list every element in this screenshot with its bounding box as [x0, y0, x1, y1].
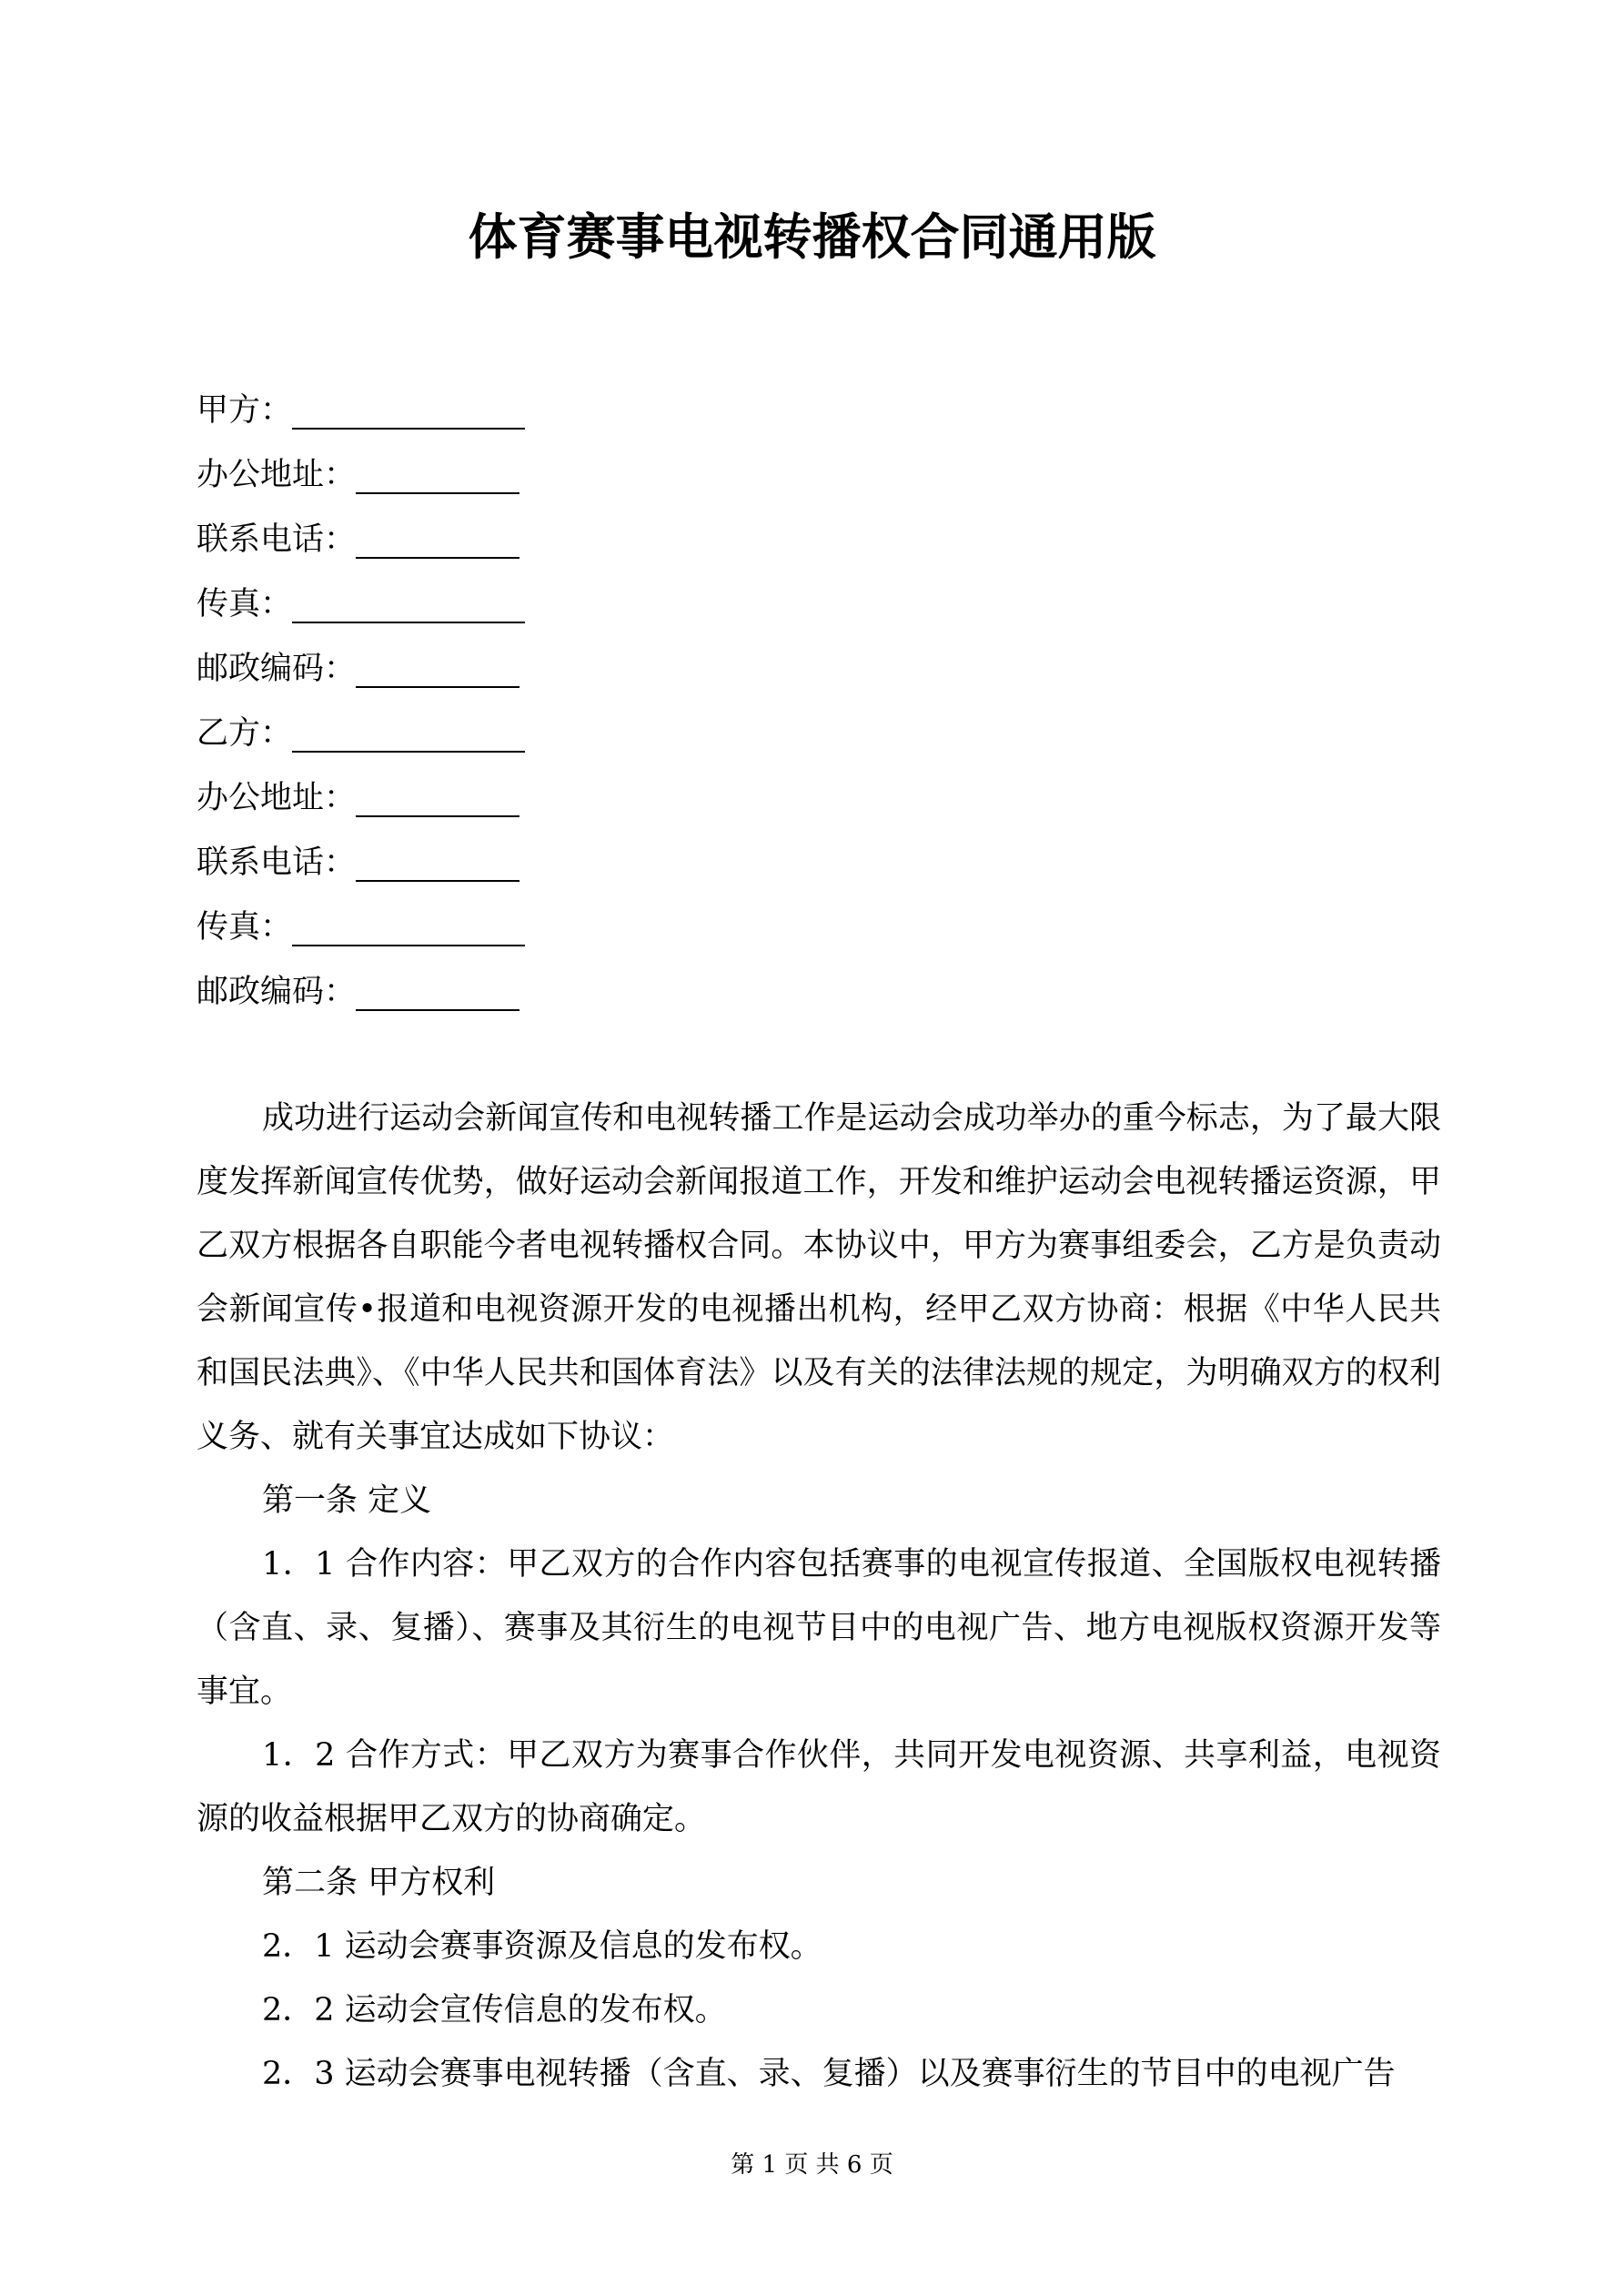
- clause-1-1: 1．1 合作内容：甲乙双方的合作内容包括赛事的电视宣传报道、全国版权电视转播（含直、录、复播）、赛事及其衍生的电视节目中的电视广告、地方电视版权资源开发等事宜。: [197, 1546, 1441, 1710]
- blank-line[interactable]: [356, 975, 519, 1011]
- field-office-address-a: [197, 443, 525, 508]
- field-label: 邮政编码：: [197, 651, 357, 687]
- field-postcode-b: [197, 960, 525, 1025]
- field-label: 联系电话：: [197, 521, 357, 558]
- blank-line[interactable]: [292, 910, 525, 946]
- clause-2-3: 2．3 运动会赛事电视转播（含直、录、复播）以及赛事衍生的节目中的电视广告: [262, 2056, 1396, 2092]
- field-fax-b: [197, 895, 525, 960]
- article-1-heading: 第一条 定义: [262, 1482, 432, 1519]
- clause-1-2: 1．2 合作方式：甲乙双方为赛事合作伙伴，共同开发电视资源、共享利益，电视资源的收益根据甲乙双方的协商确定。: [197, 1737, 1441, 1837]
- field-office-address-b: [197, 766, 525, 831]
- blank-line[interactable]: [356, 522, 519, 559]
- blank-line[interactable]: [356, 652, 519, 688]
- blank-line[interactable]: [356, 845, 519, 882]
- contract-body: [197, 1087, 1441, 2106]
- party-info-fields: [197, 379, 525, 1025]
- blank-line[interactable]: [292, 393, 525, 430]
- field-label: 办公地址：: [197, 780, 357, 816]
- clause-2-2: 2．2 运动会宣传信息的发布权。: [262, 1992, 727, 2028]
- field-phone-b: [197, 831, 525, 895]
- field-label: 办公地址：: [197, 457, 357, 493]
- field-label: 甲方：: [197, 392, 293, 429]
- page-footer: 第 1 页 共 6 页: [731, 2151, 893, 2179]
- blank-line[interactable]: [292, 587, 525, 623]
- field-label: 传真：: [197, 586, 293, 622]
- blank-line[interactable]: [356, 458, 519, 494]
- preamble-paragraph: 成功进行运动会新闻宣传和电视转播工作是运动会成功举办的重今标志，为了最大限度发挥新闻宣传优势，做好运动会新闻报道工作，开发和维护运动会电视转播运资源，甲乙双方根据各自职能今者电视转播权合同。本协议中，甲方为赛事组委会，乙方是负责动会新闻宣传•报道和电视资源开发的电视播出机构，经甲乙双方协商：根据《中华人民共和国民法典》、《中华人民共和国体育法》以及有关的法律法规的规定，为明确双方的权利义务、就有关事宜达成如下协议：: [197, 1100, 1441, 1455]
- article-2-heading: 第二条 甲方权利: [262, 1865, 496, 1901]
- field-party-a: [197, 379, 525, 443]
- field-fax-a: [197, 572, 525, 637]
- field-phone-a: [197, 508, 525, 572]
- clause-2-1: 2．1 运动会赛事资源及信息的发布权。: [262, 1928, 822, 1965]
- blank-line[interactable]: [292, 716, 525, 753]
- field-label: 邮政编码：: [197, 974, 357, 1010]
- field-postcode-a: [197, 637, 525, 702]
- document-title: 体育赛事电视转播权合同通用版: [468, 207, 1156, 266]
- field-label: 联系电话：: [197, 845, 357, 881]
- field-label: 传真：: [197, 909, 293, 946]
- field-label: 乙方：: [197, 715, 293, 752]
- blank-line[interactable]: [356, 781, 519, 817]
- field-party-b: [197, 702, 525, 766]
